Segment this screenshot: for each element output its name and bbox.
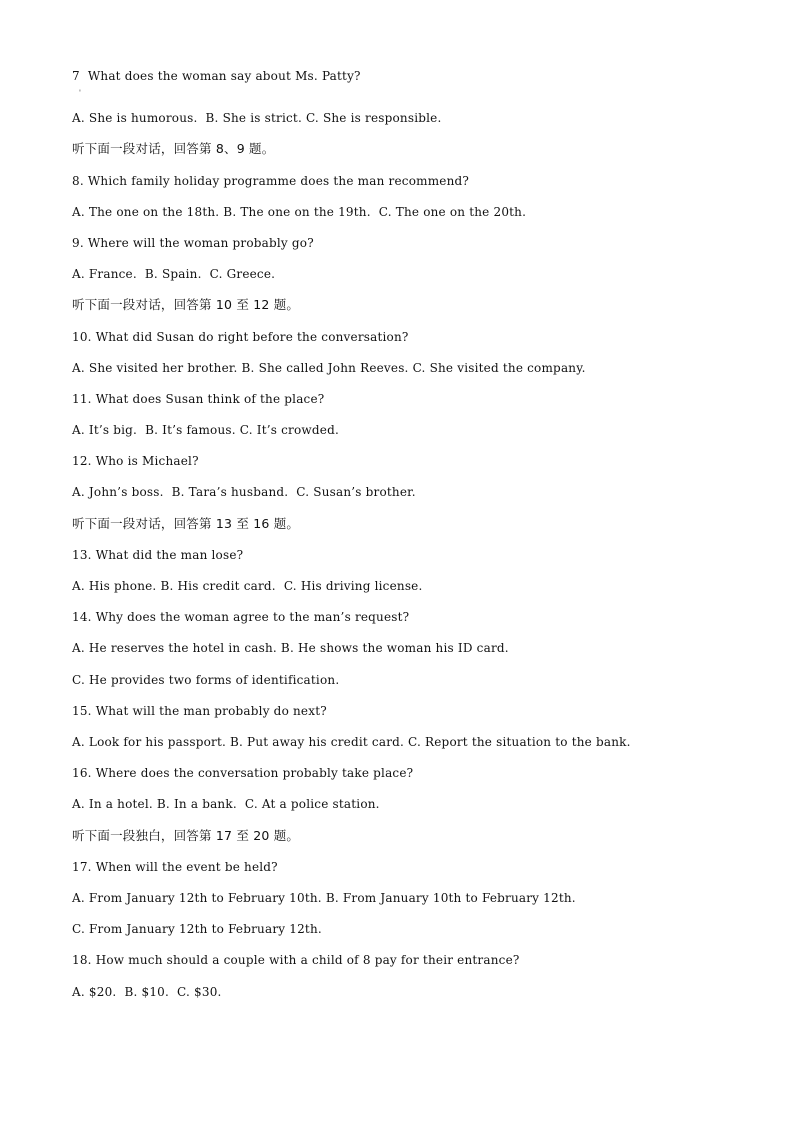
options-9: A. France. B. Spain. C. Greece. — [72, 267, 276, 281]
options-13: A. His phone. B. His credit card. C. His driving license. — [72, 579, 423, 593]
options-8: A. The one on the 18th. B. The one on the 19th. C. The one on the 20th. — [72, 205, 527, 219]
question-7: 7 What does the woman say about Ms. Patty? — [72, 69, 361, 83]
question-11: 11. What does Susan think of the place? — [72, 392, 325, 406]
question-12: 12. Who is Michael? — [72, 454, 199, 468]
question-16: 16. Where does the conversation probably take place? — [72, 766, 414, 780]
question-14: 14. Why does the woman agree to the man’s request? — [72, 610, 410, 624]
options-7: A. She is humorous. B. She is strict. C. She is responsible. — [72, 111, 442, 125]
options-11: A. It’s big. B. It’s famous. C. It’s crowded. — [72, 423, 339, 437]
question-18: 18. How much should a couple with a child of 8 pay for their entrance? — [72, 953, 520, 967]
options-17-a-b: A. From January 12th to February 10th. B. From January 10th to February 12th. — [72, 891, 576, 905]
options-14-a-b: A. He reserves the hotel in cash. B. He shows the woman his ID card. — [72, 641, 509, 655]
question-8: 8. Which family holiday programme does the man recommend? — [72, 174, 470, 188]
options-15: A. Look for his passport. B. Put away his credit card. C. Report the situation to the bank. — [72, 735, 631, 749]
question-10: 10. What did Susan do right before the conversation? — [72, 330, 409, 344]
options-12: A. John’s boss. B. Tara’s husband. C. Susan’s brother. — [72, 485, 416, 499]
question-13: 13. What did the man lose? — [72, 548, 244, 562]
section-instruction-8-9: 听下面一段对话，回答第 8、9 题。 — [72, 141, 275, 156]
question-17: 17. When will the event be held? — [72, 860, 278, 874]
question-15: 15. What will the man probably do next? — [72, 704, 327, 718]
options-16: A. In a hotel. B. In a bank. C. At a police station. — [72, 797, 380, 811]
section-instruction-10-12: 听下面一段对话，回答第 10 至 12 题。 — [72, 297, 300, 312]
options-18: A. $20. B. $10. C. $30. — [72, 985, 222, 999]
options-14-c: C. He provides two forms of identification. — [72, 673, 340, 687]
question-9: 9. Where will the woman probably go? — [72, 236, 314, 250]
stray-mark: ' — [79, 89, 81, 97]
section-instruction-13-16: 听下面一段对话，回答第 13 至 16 题。 — [72, 516, 300, 531]
options-10: A. She visited her brother. B. She called John Reeves. C. She visited the company. — [72, 361, 586, 375]
options-17-c: C. From January 12th to February 12th. — [72, 922, 322, 936]
section-instruction-17-20: 听下面一段独白，回答第 17 至 20 题。 — [72, 828, 300, 843]
